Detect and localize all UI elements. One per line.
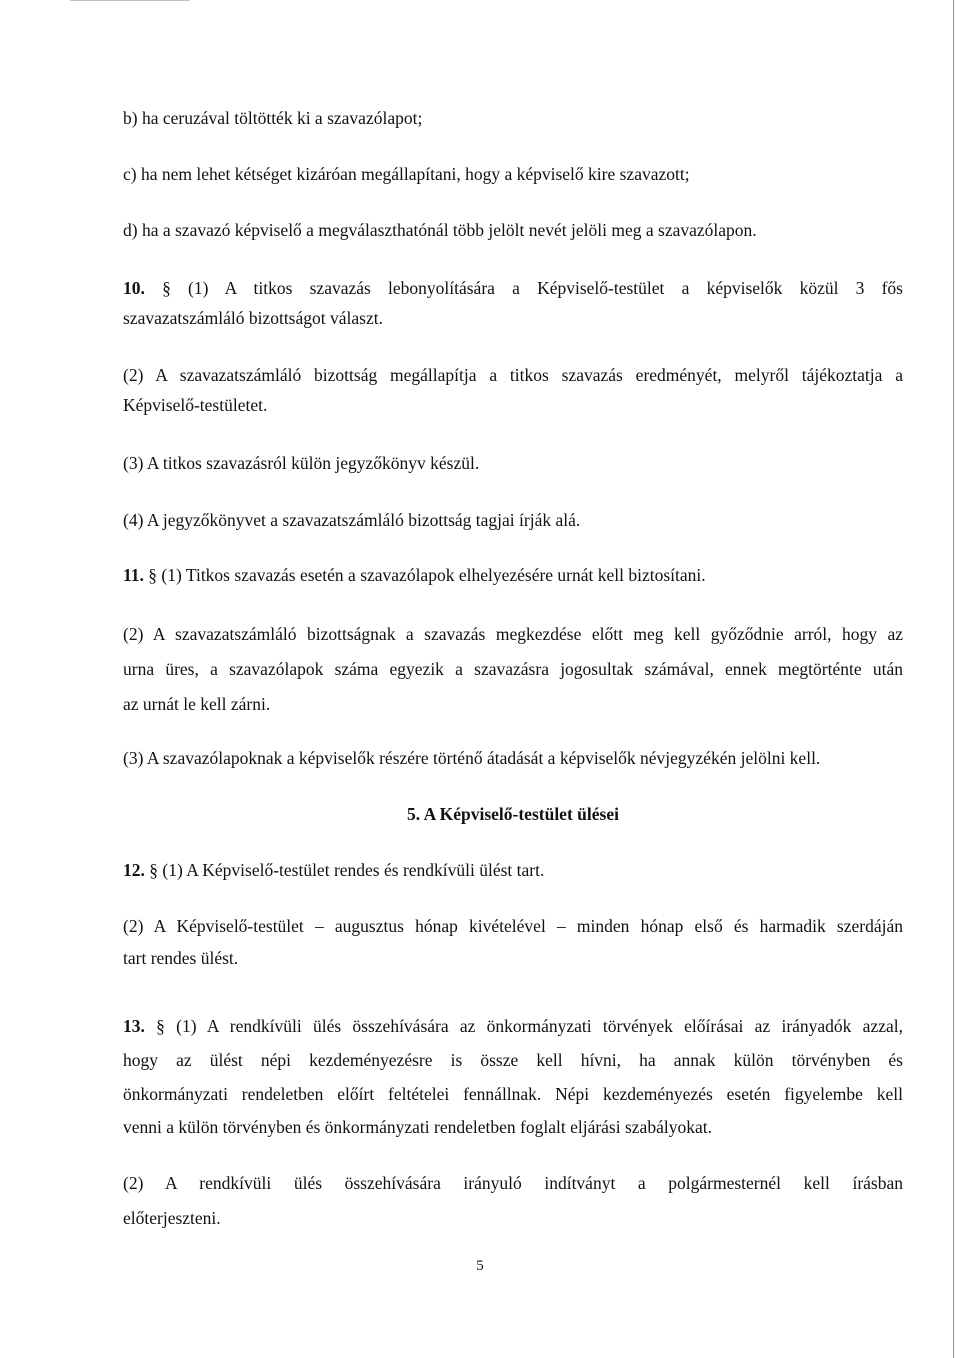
section-10-para-4: (4) A jegyzőkönyvet a szavazatszámláló bizottság tagjai írják alá.: [123, 510, 581, 530]
chapter-heading: 5. A Képviselő-testület ülései: [407, 804, 619, 824]
section-11-number: 11.: [123, 565, 144, 585]
section-11-para-3: (3) A szavazólapoknak a képviselők részére történő átadását a képviselők névjegyzékén jelölni kell.: [123, 748, 821, 768]
scan-artifact-edge: [953, 0, 954, 1358]
section-11-para-2-line-1: (2) A szavazatszámláló bizottságnak a szavazás megkezdése előtt meg kell győződnie arról, hogy az: [123, 624, 903, 644]
section-11-para-2-line-3: az urnát le kell zárni.: [123, 694, 271, 714]
section-13-para-1-line-1: 13. § (1) A rendkívüli ülés összehívására az önkormányzati törvények előírásai az irányadók azzal,: [123, 1016, 903, 1036]
section-12-number: 12.: [123, 860, 145, 880]
item-d: d) ha a szavazó képviselő a megválaszthatónál több jelölt nevét jelöli meg a szavazólapon.: [123, 220, 757, 240]
section-13-para-1-line-2: hogy az ülést népi kezdeményezésre is össze kell hívni, ha annak külön törvényben és: [123, 1050, 903, 1070]
section-10-para-2-line-2: Képviselő-testületet.: [123, 395, 268, 415]
page-number: 5: [476, 1258, 484, 1274]
section-10-para-1-line-1: 10. § (1) A titkos szavazás lebonyolítására a Képviselő-testület a képviselők közül 3 fős: [123, 278, 903, 298]
section-13-para-1-line-3: önkormányzati rendeletben előírt feltételei fennállnak. Népi kezdeményezés esetén figyelembe kell: [123, 1084, 903, 1104]
section-13-para-1-line-4: venni a külön törvényben és önkormányzati rendeletben foglalt eljárási szabályokat.: [123, 1117, 712, 1137]
section-12-para-2-line-1: (2) A Képviselő-testület – augusztus hónap kivételével – minden hónap első és harmadik szerdáján: [123, 916, 903, 936]
item-c: c) ha nem lehet kétséget kizáróan megállapítani, hogy a képviselő kire szavazott;: [123, 164, 690, 184]
scan-artifact-top: [70, 0, 190, 1]
section-13-para-2-line-2: előterjeszteni.: [123, 1208, 221, 1228]
section-10-para-2-line-1: (2) A szavazatszámláló bizottság megállapítja a titkos szavazás eredményét, melyről tájékoztatja a: [123, 365, 903, 385]
section-13-para-2-line-1: (2) A rendkívüli ülés összehívására irányuló indítványt a polgármesternél kell írásban: [123, 1173, 903, 1193]
section-10-number: 10.: [123, 278, 145, 298]
section-13-number: 13.: [123, 1016, 145, 1036]
section-12-para-2-line-2: tart rendes ülést.: [123, 948, 239, 968]
item-b: b) ha ceruzával töltötték ki a szavazólapot;: [123, 108, 423, 128]
section-11-para-2-line-2: urna üres, a szavazólapok száma egyezik a szavazásra jogosultak számával, ennek megtörténte után: [123, 659, 903, 679]
section-12-para-1: 12. § (1) A Képviselő-testület rendes és rendkívüli ülést tart.: [123, 860, 545, 880]
section-10-para-3: (3) A titkos szavazásról külön jegyzőkönyv készül.: [123, 453, 480, 473]
section-10-para-1-line-2: szavazatszámláló bizottságot választ.: [123, 308, 383, 328]
section-11-para-1: 11. § (1) Titkos szavazás esetén a szavazólapok elhelyezésére urnát kell biztosítani.: [123, 565, 706, 585]
